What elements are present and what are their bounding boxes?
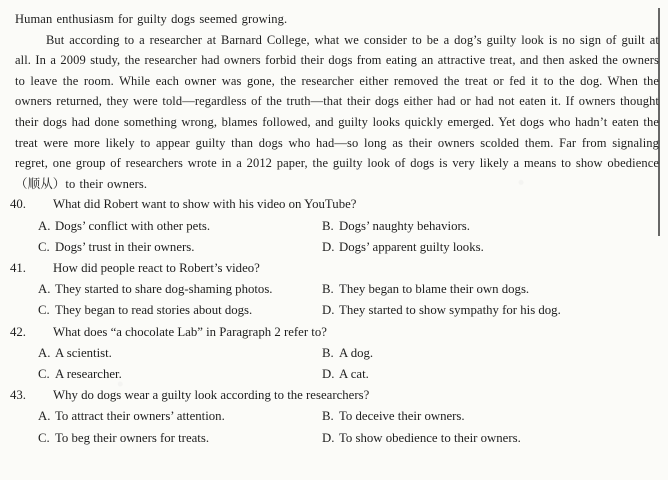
option-text: They began to read stories about dogs. bbox=[55, 303, 253, 318]
option-text: Dogs’ trust in their owners. bbox=[55, 239, 195, 254]
option-text: A dog. bbox=[339, 345, 374, 360]
option-item bbox=[38, 216, 322, 237]
options-grid bbox=[38, 406, 659, 448]
options-grid bbox=[38, 279, 659, 321]
questions-section bbox=[10, 194, 659, 448]
question-stem bbox=[10, 385, 659, 406]
option-item bbox=[322, 364, 659, 385]
option-item bbox=[38, 279, 322, 300]
option-label: C. bbox=[38, 430, 50, 445]
question-number: 43. bbox=[10, 388, 26, 403]
option-label: B. bbox=[322, 409, 334, 424]
option-text: To beg their owners for treats. bbox=[55, 430, 210, 445]
question-41 bbox=[10, 258, 659, 322]
question-stem-text: How did people react to Robert’s video? bbox=[53, 260, 260, 275]
question-number: 41. bbox=[10, 260, 26, 275]
question-40 bbox=[10, 194, 659, 258]
option-label: C. bbox=[38, 366, 50, 381]
question-43 bbox=[10, 385, 659, 449]
option-label: D. bbox=[322, 366, 335, 381]
option-item bbox=[38, 343, 322, 364]
option-label: A. bbox=[38, 345, 51, 360]
question-stem bbox=[10, 258, 659, 279]
option-text: They started to share dog-shaming photos. bbox=[55, 282, 273, 297]
option-text: They began to blame their own dogs. bbox=[339, 282, 530, 297]
option-item bbox=[38, 428, 322, 449]
options-grid bbox=[38, 343, 659, 385]
page-content bbox=[10, 9, 659, 449]
option-item bbox=[322, 279, 659, 300]
option-label: C. bbox=[38, 303, 50, 318]
question-number: 42. bbox=[10, 324, 26, 339]
option-text: A researcher. bbox=[55, 366, 122, 381]
option-item bbox=[38, 237, 322, 258]
question-stem bbox=[10, 322, 659, 343]
question-stem-text: What does “a chocolate Lab” in Paragraph 2 refer to? bbox=[53, 324, 327, 339]
question-stem bbox=[10, 194, 659, 215]
option-label: D. bbox=[322, 303, 335, 318]
option-item bbox=[322, 406, 659, 427]
reading-passage bbox=[15, 9, 659, 194]
option-item bbox=[322, 216, 659, 237]
option-text: Dogs’ conflict with other pets. bbox=[55, 218, 211, 233]
option-text: They started to show sympathy for his dog. bbox=[339, 303, 561, 318]
option-label: B. bbox=[322, 218, 334, 233]
passage-paragraph-2: But according to a researcher at Barnard College, what we consider to be a dog’s guilty look is no sign of guilt at all. In a 2009 study, the researcher had owners forbid their dogs from eating an attractive treat, and then asked the owners to leave the room. While each owner was gone, the researcher either removed the treat or fed it to the dog. When the owners returned, they were told—regardless of the truth—that their dogs either had or had not eaten it. If owners thought their dogs had done something wrong, blames followed, and guilty looks quickly emerged. Yet dogs who hadn’t eaten the treat were more likely to appear guilty than dogs who had—so long as their owners scolded them. Far from signaling regret, one group of researchers wrote in a 2012 paper, the guilty look of dogs is very likely a means to show obedience（顺从）to their owners. bbox=[15, 32, 659, 191]
option-text: Dogs’ naughty behaviors. bbox=[339, 218, 470, 233]
option-label: A. bbox=[38, 282, 51, 297]
option-item bbox=[322, 428, 659, 449]
option-text: To show obedience to their owners. bbox=[339, 430, 521, 445]
option-label: B. bbox=[322, 282, 334, 297]
option-text: To deceive their owners. bbox=[339, 409, 465, 424]
question-number: 40. bbox=[10, 197, 26, 212]
option-label: D. bbox=[322, 239, 335, 254]
option-text: A scientist. bbox=[55, 345, 112, 360]
option-item bbox=[322, 343, 659, 364]
option-item bbox=[38, 364, 322, 385]
option-item bbox=[38, 406, 322, 427]
option-text: Dogs’ apparent guilty looks. bbox=[339, 239, 484, 254]
passage-paragraph-1: Human enthusiasm for guilty dogs seemed growing. bbox=[15, 12, 288, 26]
option-item bbox=[322, 300, 659, 321]
question-42 bbox=[10, 322, 659, 386]
option-item bbox=[322, 237, 659, 258]
option-label: A. bbox=[38, 409, 51, 424]
question-stem-text: What did Robert want to show with his video on YouTube? bbox=[53, 197, 357, 212]
option-label: C. bbox=[38, 239, 50, 254]
options-grid bbox=[38, 216, 659, 258]
option-text: To attract their owners’ attention. bbox=[55, 409, 225, 424]
option-label: B. bbox=[322, 345, 334, 360]
option-label: D. bbox=[322, 430, 335, 445]
option-text: A cat. bbox=[339, 366, 369, 381]
option-item bbox=[38, 300, 322, 321]
question-stem-text: Why do dogs wear a guilty look according to the researchers? bbox=[53, 388, 370, 403]
option-label: A. bbox=[38, 218, 51, 233]
